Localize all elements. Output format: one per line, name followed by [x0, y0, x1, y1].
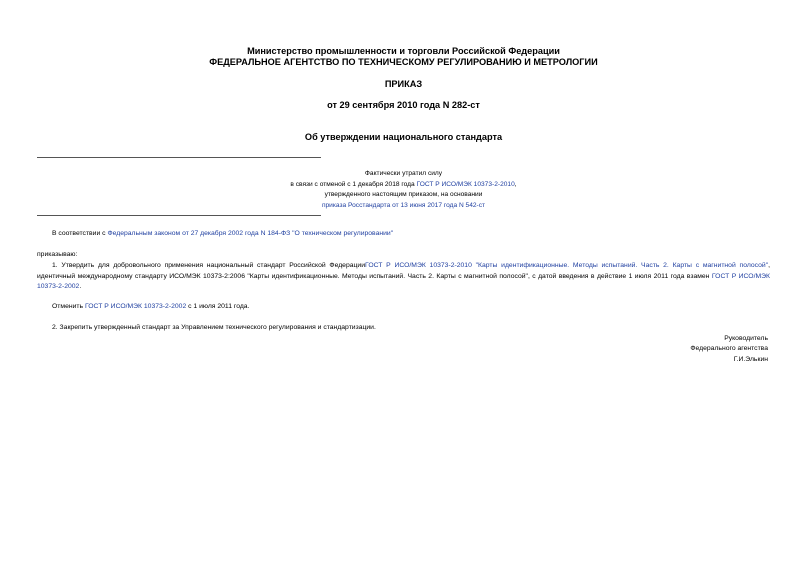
signature-title-2: Федерального агентства	[690, 345, 768, 352]
gost-2002-cancel-link[interactable]: ГОСТ Р ИСО/МЭК 10373-2-2002	[84, 303, 187, 310]
rosstandart-order-link[interactable]: приказа Росстандарта от 13 июня 2017 года N 542-ст	[321, 202, 486, 209]
status-note-line-4	[0, 200, 807, 211]
signature-name: Г.И.Элькин	[733, 356, 768, 363]
status-note-text: в связи с отменой с 1 декабря 2018 года	[290, 181, 417, 188]
status-note-line-1: Фактически утратил силу	[364, 170, 443, 177]
document-type: ПРИКАЗ	[384, 79, 423, 89]
ministry-name: Министерство промышленности и торговли Российской Федерации	[247, 46, 560, 56]
basis-text: В соответствии с	[52, 230, 108, 237]
bottom-divider	[37, 215, 321, 216]
item-1-text: 1. Утвердить для добровольного применения национальный стандарт Российской Федерации	[52, 262, 366, 269]
gost-2010-standard-link[interactable]: ГОСТ Р ИСО/МЭК 10373-2-2010 "Карты идентификационные. Методы испытаний. Часть 2. Карты с магнитной полосой"	[365, 262, 769, 269]
gost-2002-link[interactable]: ГОСТ Р ИСО/МЭК 10373-2-2002	[37, 272, 770, 290]
item-1-period: .	[79, 283, 82, 290]
top-divider	[37, 157, 321, 158]
basis-paragraph	[52, 229, 393, 240]
cancel-suffix-text: с 1 июля 2011 года.	[186, 303, 250, 310]
federal-law-link[interactable]: Федеральным законом от 27 декабря 2002 года N 184-ФЗ "О техническом регулировании"	[107, 230, 394, 237]
item-1-paragraph	[37, 261, 770, 293]
item-1-middle-text: , идентичный международному стандарту ИСО/МЭК 10373-2:2006 "Карты идентификационные. Методы испытаний. Часть 2. Карты с магнитной полосой", с датой введения в действие 1 июля 2011 года взамен	[37, 262, 771, 280]
cancel-text: Отменить	[52, 303, 85, 310]
signature-title-1: Руководитель	[724, 335, 768, 342]
gost-2010-link[interactable]: ГОСТ Р ИСО/МЭК 10373-2-2010	[416, 181, 515, 188]
document-subject: Об утверждении национального стандарта	[304, 132, 503, 142]
document-date-number: от 29 сентября 2010 года N 282-ст	[327, 100, 480, 110]
status-note-line-3: утвержденного настоящим приказом, на основании	[324, 191, 483, 198]
agency-name: ФЕДЕРАЛЬНОЕ АГЕНТСТВО ПО ТЕХНИЧЕСКОМУ РЕГУЛИРОВАНИЮ И МЕТРОЛОГИИ	[209, 57, 598, 67]
order-word: приказываю:	[37, 251, 78, 258]
status-note-comma: ,	[514, 181, 517, 188]
cancel-paragraph	[52, 302, 249, 313]
item-2-paragraph: 2. Закрепить утвержденный стандарт за Управлением технического регулирования и стандартизации.	[52, 324, 376, 331]
